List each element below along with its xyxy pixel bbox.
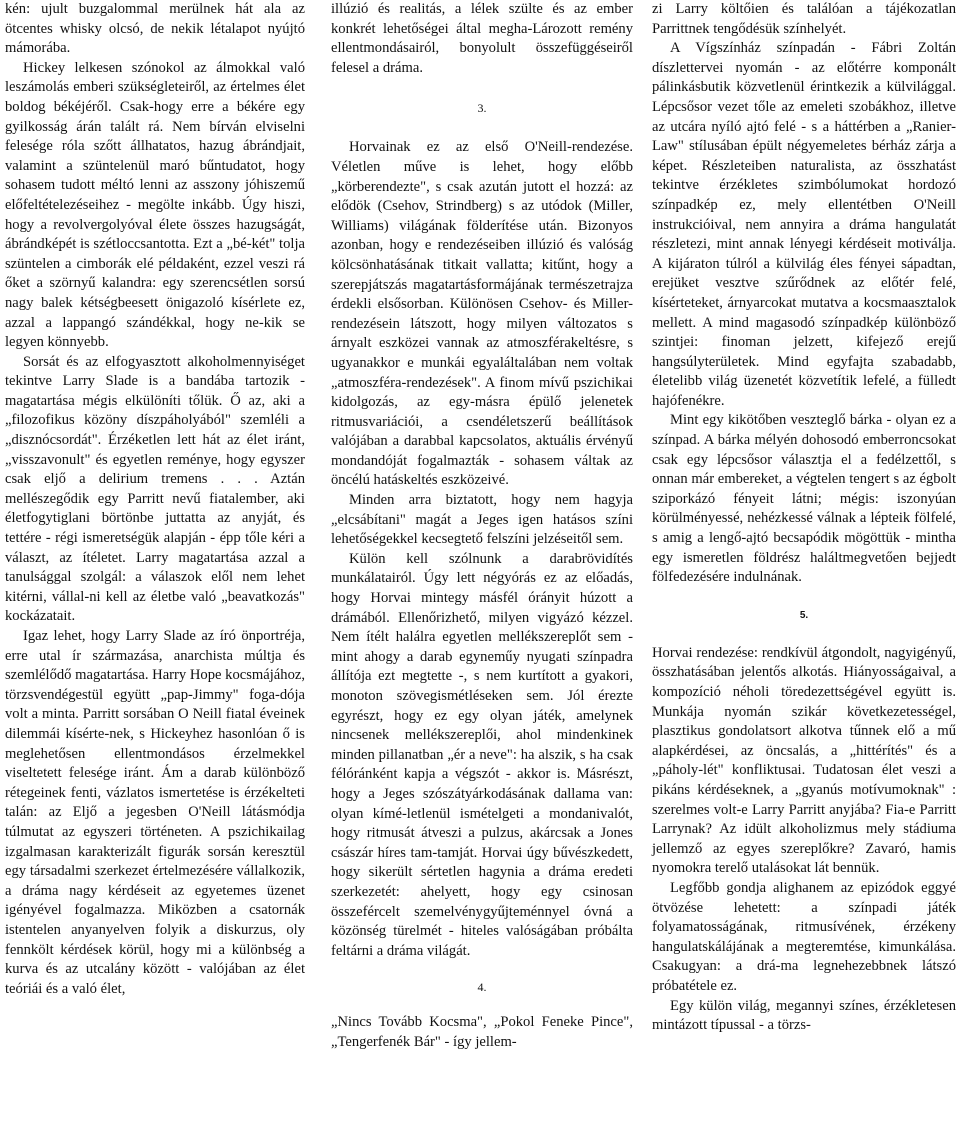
paragraph: Sorsát és az elfogyasztott alkoholmennyiséget tekintve Larry Slade is a bandába tartozik - magatartása mégis elkülöníti tőlük. Ő az, aki a „filozofikus közöny díszpáholyából" szemléli a „disznócsordát". Érzéketlen lett hát az élet iránt, „visszavonult" és egyetlen reménye, hogy egyszer csak eljő a delirium tremens . . . Aztán mellészegődik egy Parritt nevű fiatalember, aki életfogytiglani börtönbe juttatta az anyját, és tettére - régi ismeretségük alapján - épp tőle kéri a választ, az ítéletet. Larry magatartása azzal a tanulsággal szolgál: a válaszok elől nem lehet kitérni, vállal-ni kell az életbe való „beavatkozás" kockázatait. <box>5 353 305 625</box>
section-number: 5. <box>799 609 809 621</box>
paragraph: „Nincs Tovább Kocsma", „Pokol Feneke Pince", „Tengerfenék Bár" - így jellem- <box>331 1014 633 1050</box>
paragraph: Egy külön világ, megannyi színes, érzékletesen mintázott típussal - a törzs- <box>652 997 956 1034</box>
section-number: 3. <box>477 101 487 116</box>
column-middle <box>331 0 633 1053</box>
paragraph: Mint egy kikötőben veszteglő bárka - olyan ez a színpad. A bárka mélyén dohosodó emberroncsokat csak egy lépcsősor választja el a fedélzettől, s onnan már embereket, a végtelen tengert s az égbolt sziporkázó fényeit látni; mégis: iszonyúan körülményessé, nehézkessé válnak a lépteik fölfelé, s amig a lengő-ajtó becsapódik mögöttük - mintha egy ismeretlen földrész haláltmegvetően bejjedt fölfedezésére indulnának. <box>652 412 956 586</box>
paragraph: Horvainak ez az első O'Neill-rendezése. Véletlen műve is lehet, hogy előbb „körberendezte", s csak azután jutott el hozzá: az elődök (Csehov, Strindberg) s az utódok (Miller, Williams) világának földerítése után. Bizonyos azonban, hogy e rendezéseiben illúzió és valóság kölcsönhatásának titkait vallatta; kitűnt, hogy a szerepjátszás magatartásformájának természetrajza érdekli elsősorban. Különösen Csehov- és Miller-rendezésein látszott, hogy milyen változatos s árnyalt eszközei vannak az atmoszférakeltésre, s ugyanakkor e munkái egyaláltalában nem voltak „atmoszféra-rendezések". A finom mívű pszichikai kidolgozás, az egy-másra épülő jelenetek ritmusvariációi, a csendéletszerű beállítások valójában a darabbal kapcsolatos, aktuális érvényű mondandóját fogalmazták - sohasem váltak az öncélú hatáskeltés eszközeivé. <box>331 139 633 489</box>
paragraph: Horvai rendezése: rendkívül átgondolt, nagyigényű, összhatásában jelentős alkotás. Hiányosságaival, a kompozíció néholi töredezettségével együtt is. Munkája nyomán szikár következetességel, plasztikus gondolatsort alkotva tűnnek elő a mű alapkérdései, az öncsalás, a „hittérítés" és a „páholy-lét" konfliktusai. Tudatosan élet veszi a pikáns kérdéseknek, a „gyanús motívumoknak" : szerelmes volt-e Larry Parritt anyjába? Fia-e Parritt Larrynak? Az idült alkoholizmus mely stádiuma jellemző az egyes szereplőkre? Zavaró, hamis nyomokra terelő utalásokat lát bennük. <box>652 644 956 877</box>
column-right <box>652 0 956 1036</box>
paragraph: illúzió és realitás, a lélek szülte és az ember konkrét lehetőségei által megha-Lározott remény ellentmondásairól, bonyolult összefüggéseiről felesel a dráma. <box>331 1 633 76</box>
paragraph: Hickey lelkesen szónokol az álmokkal való leszámolás emberi szükségleteiről, az értelmes élet boldog békéjéről. Csak-hogy erre a békére egy gyilkosság árán talált rá. Nem bírván elviselni felesége róla szőtt állhatatos, hazug ábrándjait, valamint a szüntelenül maró bűntudatot, hogy sohasem tudott méltó lenni az asszony jóhiszemű előfeltételezéseihez - megölte inkább. Úgy hiszi, hogy a revolvergolyóval élete összes hazugságát, ábrándképét is szétloccsantotta. Ezt a „bé-két" tolja szüntelen a cimborák elé példaként, ezzel veszi rá őket a szörnyű kalandra: egy szerencsétlen sorsú nagy balek kétségbeesett önigazoló kísérlete ez, azzal a lappangó szándékkal, hogy ne-kik se legyen könnyebb. <box>5 59 305 351</box>
column-left <box>5 0 305 999</box>
paragraph: Igaz lehet, hogy Larry Slade az író önportréja, erre utal ír származása, anarchista múltja és szemlélődő magatartása. Harry Hope kocsmájához, törzsvendégestül együtt „pap-Jimmy" foga-dója volt a minta. Parritt sorsában O Neill fiatal éveinek dilemmái kísérte-nek, s Hickeyhez hasonlóan ő is meglehetősen ellentmondásos érzelmekkel viseltetett felesége iránt. Ám a darab különböző rétegeinek fenti, vázlatos ismertetése is érzékelteti talán: az Eljő a jegesben O'Neill látásmódja túlmutat az egyszeri történeten. A pszichikailag izgalmasan karakterizált figurák sorsán keresztül egy társadalmi szerkezet értelmezésére vállalkozik, a dráma nagy kérdéseit az egyetemes üzenet igényével fogalmazza. Miközben a csatornák istentelen anyanyelven folyik a diskurzus, oly fennkölt kérdések körül, hogy mi a különbség a kurva és az utcalány között - valójában az élet teóriái és a való élet, <box>5 628 305 997</box>
paragraph: A Vígszínház színpadán - Fábri Zoltán díszlettervei nyomán - az előtérre komponált pálinkásbutik közvetlenül érintkezik a külvilággal. Lépcsősor vezet tőle az emeleti szobákhoz, illetve az utcára nyíló ajtó felé - s a háttérben a „Ranier-Law" stílusában épült négyemeletes bérház zárja a képet. Részleteiben naturalista, az összhatást tekintve érzékletes szimbólumokat hordozó színpadkép ez, mely ellentétben O'Neill instrukcióival, nem annyira a dráma hangulatát részletezi, mint annak lényegi kérdéseit motiválja. A kijáraton túlról a külvilág éles fényei sápadtan, erejüket vesztve szűrődnek az előtér felé, kísérteteket, árnyarcokat mutatva a kocsmaasztalok mellett. A mind magasodó színpadkép különböző szintjei: finoman jelzett, kifejező erejű hangsúlyterületek. Mind egyfajta szabadabb, életelibb világ üzenetét közvetítik lefelé, a fülledt hajófenékre. <box>652 40 956 409</box>
paragraph: Külön kell szólnunk a darabrövidítés munkálatairól. Úgy lett négyórás ez az előadás, hogy Horvai mintegy másfél órányit húzott a drámából. Ellenőrizhető, milyen vigyázó kézzel. Nem ítélt halálra egyetlen mellékszereplőt sem - mint ahogy a darab egyneműy nyugati színpadra állítója ezt megtette -, s nem kurtított a gyakori, monoton szövegismétléseken sem. Jól érezte egyrészt, hogy ez egy olyan játék, amelynek nincsenek mellékszereplői, ahol mindenkinek minden pillanatban „ér a neve": ha alszik, s ha csak félóránként kapja a végszót - akkor is. Másrészt, hogy a Jeges szószátyárkodásának dallama van: olyan kímé-letlenül ismételgeti a mondanivalót, hogy ritmusát átveszi a pulzus, akárcsak a Jones császár híres tam-tamját. Horvai úgy bűvészkedett, hogy sikerült sértetlen hagynia a dráma eredeti szerkezetét: ahelyett, hogy egy csinosan összefércelt szemelvénygyűjteménnyel óvná a közönség türelmét - hiteles valóságában próbálta feltárni a dráma világát. <box>331 550 633 959</box>
section-number: 4. <box>477 980 487 995</box>
paragraph: zi Larry költőien és találóan a tájékozatlan Parrittnek tengődésük színhelyét. <box>652 1 956 37</box>
paragraph: Legfőbb gondja alighanem az epizódok eggyé ötvözése lehetett: a színpadi játék folyamatosságának, ritmusívének, érzékeny hangulatskálájának a megteremtése, kimunkálása. Csakugyan: a drá-ma legnehezebbnek látszó próbatétele ez. <box>652 879 956 994</box>
paragraph: kén: ujult buzgalommal merülnek hát ala az ötcentes whisky olcsó, de nekik létalapot nyújtó mámorába. <box>5 1 305 57</box>
paragraph: Minden arra biztatott, hogy nem hagyja „elcsábítani" magát a Jeges igen hatásos színi lehetőségekkel kecsegtető felszíni jelzéseitől sem. <box>331 492 633 548</box>
